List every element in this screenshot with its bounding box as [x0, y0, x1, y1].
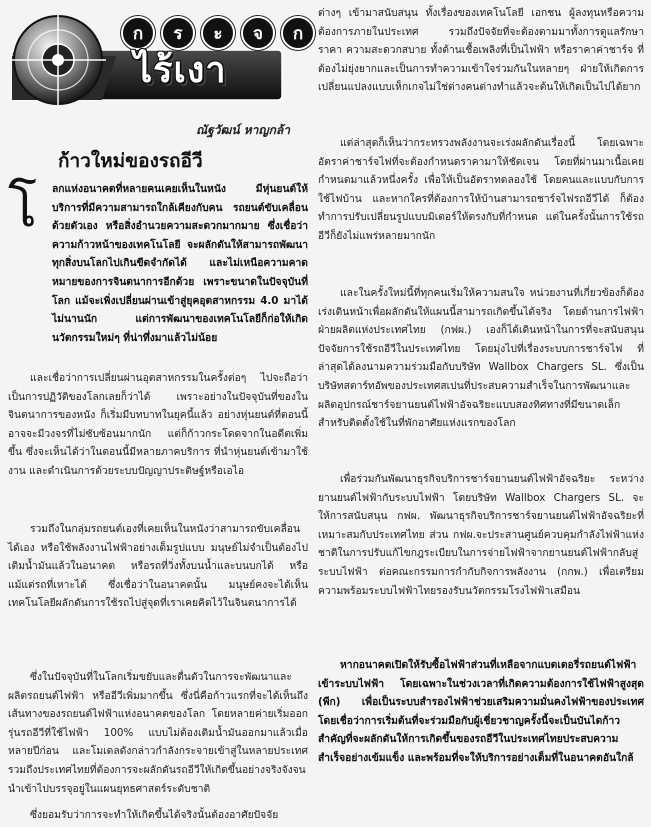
paragraph: รวมถึงในกลุ่มรถยนต์เองที่เคยเห็นในหนังว่าสามารถขับเคลื่อนได้เอง หรือใช้พลังงานไฟฟ้าอย่างเต็มรูปแบบ มนุษย์ไม่จำเป็นต้องไปเติมน้ำมันแล้วในอนาคต หรือรถที่วิ่งทั้งบนน้ำและบนบกได้ หรือแม้แต่รถที่เหาะได้ ซึ่งเชื่อว่าในอนาคตนั้น มนุษย์คงจะได้เห็นเทคโนโลยีผลักดันการใช้รถไปสู่จุดที่เราเคยคิดไว้ในจินตนาการได้ — [8, 523, 308, 610]
logo-char: ะ — [201, 16, 235, 50]
author-byline: ณัฐวัฒน์ หาญกล้า — [196, 123, 290, 137]
right-column-p2 — [318, 134, 644, 246]
left-column-p4 — [8, 668, 308, 798]
left-column-p2 — [8, 369, 308, 481]
column-logo — [6, 6, 304, 114]
bold-closing-paragraph: หากอนาคตเปิดให้รับซื้อไฟฟ้าส่วนที่เหลือจากแบตเตอรี่รถยนต์ไฟฟ้าเข้าระบบไฟฟ้า โดยเฉพาะในช่วงเวลาที่เกิดความต้องการใช้ไฟฟ้าสูงสุด (พีก) เพื่อเป็นระบบสำรองไฟฟ้าช่วยเสริมความมั่นคงไฟฟ้าของประเทศ โดยเชื่อว่าการเริ่มต้นที่จะร่วมมือกับผู้เชี่ยวชาญครั้งนี้จะเป็นบันไดก้าวสำคัญที่จะผลักดันให้การเกิดขึ้นของรถอีวีในประเทศไทยประสบความสำเร็จอย่างเข้มแข็ง และพร้อมที่จะให้บริการอย่างเต็มที่ในอนาคตอันใกล้ — [318, 659, 644, 764]
right-column-p3 — [318, 284, 644, 433]
paragraph: ต่างๆ เข้ามาสนับสนุน ทั้งเรื่องของเทคโนโลยี เอกชน ผู้ลงทุนหรือความต้องการภายในประเทศ รวมถึงปัจจัยที่จะต้องตามมาทั้งการดูแลรักษา ราคา ความสะดวกสบาย ทั้งด้านเชื้อเพลิงที่เป็นไฟฟ้า หรือราคาค่าชาร์จ ที่ต้องไม่ยุ่งยากและเป็นการทำความเข้าใจร่วมกันในหลายๆ ฝ่ายให้เกิดการเปลี่ยนแปลงแบบเห็กเกจไม่ใช่ต่างคนต่างทำแล้วจะต้นให้เกิดเป็นไปได้ยาก — [318, 7, 644, 94]
right-column-p5 — [318, 656, 644, 768]
lead-paragraph-block — [52, 180, 308, 347]
logo-char: ร — [161, 16, 195, 50]
drop-cap: โ — [8, 176, 38, 239]
logo-small-chars — [121, 16, 315, 50]
paragraph: และเชื่อว่าการเปลี่ยนผ่านอุตสาหกรรมในครั้งต่อๆ ไปจะถือว่าเป็นการปฏิวัติของโลกเลยก็ว่าได้ เพราะอย่างในปัจจุบันที่ของในจินตนาการของหนัง ก็เริ่มมีบทบาทในยุคนี้แล้ว อย่างหุ่นยนต์ที่ตอนนี้อาจจะมีวงจรที่ไม่ซับซ้อนมากนัก แต่ก็ก้าวกระโดดจากในอดีตเพิ่มขึ้น ซึ่งจะเห็นได้ว่าในตอนนี้มีหลายภาคบริการ ที่นำหุ่นยนต์เข้ามาใช้งาน และดำเนินการด้วยระบบปัญญาประดิษฐ์หรือเอไอ — [8, 372, 308, 477]
logo-char: ก — [121, 16, 155, 50]
logo-word: ไร้เงา — [134, 49, 227, 91]
right-column-p4 — [318, 470, 644, 600]
paragraph: ซึ่งยอมรับว่าการจะทำให้เกิดขึ้นได้จริงนั้นต้องอาศัยปัจจัย — [30, 809, 279, 821]
left-column-p5 — [8, 806, 308, 825]
lead-paragraph: ลกแห่งอนาคตที่หลายคนเคยเห็นในหนัง มีหุ่นยนต์ให้บริการที่มีความสามารถใกล้เคียงกับคน รถยนต์ขับเคลื่อนด้วยตัวเอง หรือสิ่งอำนวยความสะดวกมากมาย ซึ่งเชื่อว่าความก้าวหน้าของเทคโนโลยี จะผลักดันให้สามารถพัฒนาทุกสิ่งบนโลกไปเกินขีดจำกัดได้ และไม่เหนือความคาดหมายของการจินตนาการอีกด้วย เพราะขนาดในปัจจุบันที่โลก แม้จะเพิ่งเปลี่ยนผ่านเข้าสู่ยุคอุตสาหกรรม 4.0 มาได้ไม่นานนัก แต่การพัฒนาของเทคโนโลยีก็ก่อให้เกิดนวัตกรรมใหม่ๆ ที่น่าทึ่งมาแล้วไม่น้อย — [52, 183, 308, 344]
left-column-p3 — [8, 520, 308, 613]
paragraph: แต่ล่าสุดก็เห็นว่ากระทรวงพลังงานจะเร่งผลักดันเรื่องนี้ โดยเฉพาะอัตราค่าชาร์จไฟที่จะต้องกำหนดราคามาให้ชัดเจน โดยที่ผ่านมาเนื้อเคยกำหนดมาแล้วหนึ่งครั้ง เพื่อให้เป็นอัตราทดลองใช้ โดยคนและแบบกับการใช้ไฟบ้าน และหากใครที่ต้องการให้บ้านสามารถชาร์จไฟรถอีวีได้ ก็ต้องทำการปรับเปลี่ยนรูปแบบมิเตอร์ให้ตรงกับที่กำหนด แต่ในครั้งนั้นการใช้รถอีวีก็ยังไม่แพร่หลายมากนัก — [318, 137, 644, 242]
logo-char: จ — [241, 16, 275, 50]
paragraph: และในครั้งใหม่นี้ที่ทุกคนเริ่มให้ความสนใจ หน่วยงานที่เกี่ยวข้องก็ต้องเร่งเดินหน้าเพื่อผลักดันให้แผนนี้สามารถเกิดขึ้นได้จริง โดยด้านการไฟฟ้าฝ่ายผลิตแห่งประเทศไทย (กฟผ.) เองก็ได้เดินหน้าในการที่จะสนับสนุนปัจจัยการใช้รถอีวีในประเทศไทย โดยมุ่งไปที่เรื่องระบบการชาร์จไฟ ที่ล่าสุดได้ลงนามความร่วมมือกับบริษัท Wallbox Chargers SL. ซึ่งเป็นบริษัทสตาร์ทอัพของประเทศสเปนที่ประสบความสำเร็จในการพัฒนาและผลิตอุปกรณ์ชาร์จยานยนต์ไฟฟ้าอัจฉริยะแบบสองทิศทางที่มีขนาดเล็กสำหรับติดตั้งใช้ในที่พักอาศัยแห่งแรกของโลก — [318, 287, 644, 430]
article-headline: ก้าวใหม่ของรถอีวี — [58, 150, 203, 172]
paragraph: เพื่อร่วมกันพัฒนาธุรกิจบริการชาร์จยานยนต์ไฟฟ้าอัจฉริยะ ระหว่างยานยนต์ไฟฟ้ากับระบบไฟฟ้า โดยบริษัท Wallbox Chargers SL. จะให้การสนับสนุน กฟผ. พัฒนาธุรกิจบริการชาร์จยานยนต์ไฟฟ้าอัจฉริยะที่เหมาะสมกับประเทศไทย ส่วน กฟผ.จะประสานศูนย์ควบคุมกำลังไฟฟ้าแห่งชาติในการปรับแก้ไขกฎระเบียบในการจ่ายไฟฟ้าจากยานยนต์ไฟฟ้ากลับสู่ระบบไฟฟ้า ต่อคณะกรรมการกำกับกิจการพลังงาน (กกพ.) เพื่อเตรียมความพร้อมระบบไฟฟ้าไทยรองรับนวัตกรรมโรงไฟฟ้าเสมือน — [318, 473, 644, 597]
paragraph: ซึ่งในปัจจุบันที่ในโลกเริ่มขยับและตื่นตัวในการจะพัฒนาและผลิตรถยนต์ไฟฟ้า หรืออีวีเพิ่มมากขึ้น ซึ่งนี่คือก้าวแรกที่จะได้เห็นถึงเส้นทางของรถยนต์ไฟฟ้าแห่งอนาคตของโลก โดยหลายค่ายเริ่มออกรุ่นรถอีวีที่ใช้ไฟฟ้า 100% แบบไม่ต้องเติมน้ำมันออกมาแล้วเมื่อหลายปีก่อน และโมเดลดังกล่าวกำลังกระจายเข้าสู่ในหลายประเทศ รวมถึงประเทศไทยที่ต้องการจะผลักดันรถอีวีให้เกิดขึ้นอย่างจริงจังจนนำเข้าไปบรรจุอยู่ในแผนยุทธศาสตร์ระดับชาติ — [8, 671, 308, 795]
right-column-p1 — [318, 4, 644, 97]
logo-char: ก — [281, 16, 315, 50]
